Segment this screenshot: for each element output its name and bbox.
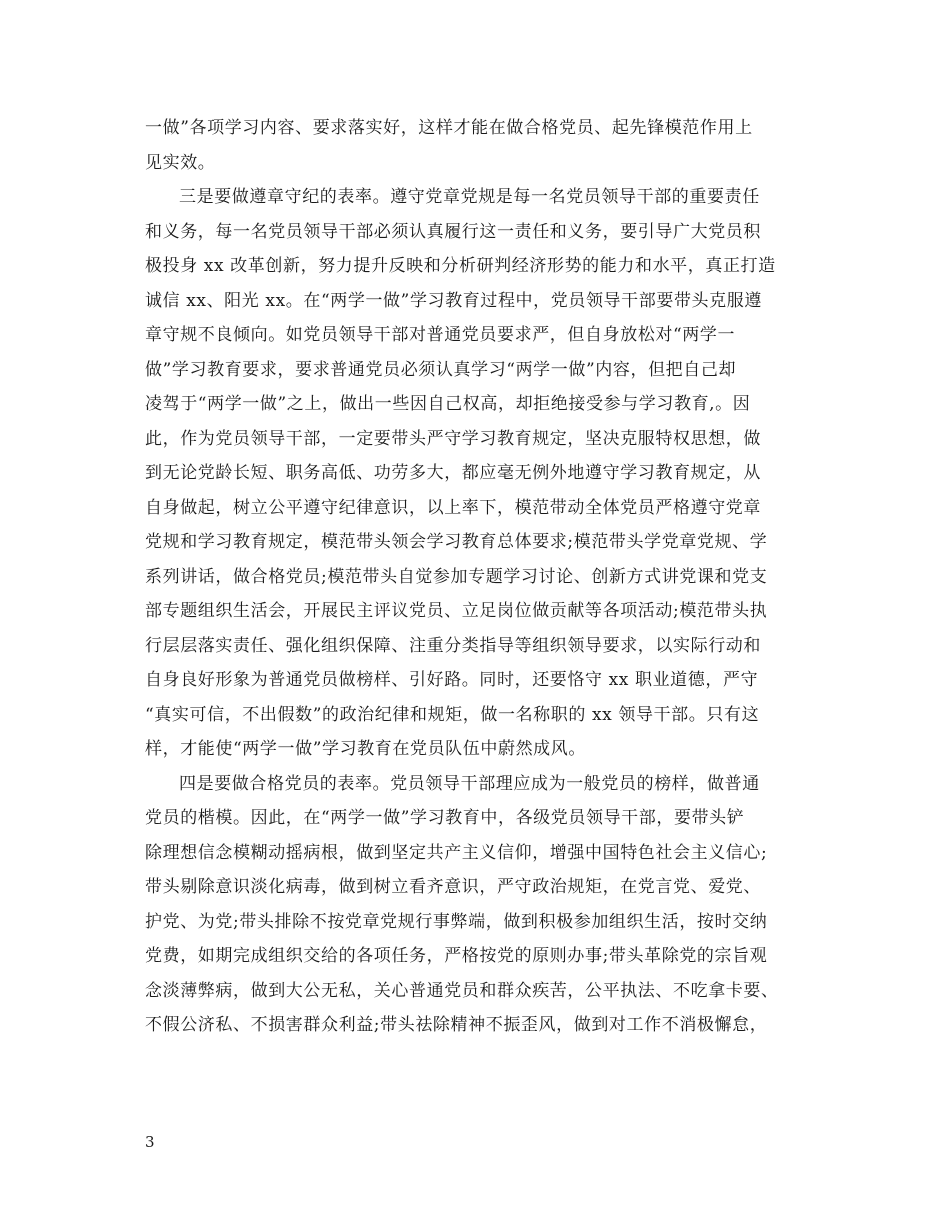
- text-line: 带头剔除意识淡化病毒，做到树立看齐意识，严守政治规矩，在党言党、爱党、: [145, 877, 761, 897]
- text-line: 自身良好形象为普通党员做榜样、引好路。同时，还要恪守 xx 职业道德，严守: [145, 670, 759, 690]
- page-number: 3: [145, 1133, 155, 1151]
- text-line: 做”学习教育要求，要求普通党员必须认真学习“两学一做”内容，但把自己却: [145, 359, 737, 380]
- text-line: 和义务，每一名党员领导干部必须认真履行这一责任和义务，要引导广大党员积: [145, 221, 761, 242]
- text-line: 系列讲话，做合格党员;模范带头自觉参加专题学习讨论、创新方式讲党课和党支: [145, 566, 768, 587]
- text-line: 诚信 xx、阳光 xx。在“两学一做”学习教育过程中，党员领导干部要带头克服遵: [145, 290, 762, 311]
- text-line: 自身做起，树立公平遵守纪律意识，以上率下，模范带动全体党员严格遵守党章: [145, 497, 761, 518]
- text-line: 三是要做遵章守纪的表率。遵守党章党规是每一名党员领导干部的重要责任: [179, 187, 760, 207]
- text-line: 党规和学习教育规定，模范带头领会学习教育总体要求;模范带头学党章党规、学: [145, 532, 768, 552]
- text-line: 党员的楷模。因此，在“两学一做”学习教育中，各级党员领导干部，要带头铲: [145, 808, 745, 828]
- text-line: 四是要做合格党员的表率。党员领导干部理应成为一般党员的榜样，做普通: [179, 773, 760, 794]
- text-line: 除理想信念模糊动摇病根，做到坚定共产主义信仰，增强中国特色社会主义信心;: [145, 842, 768, 863]
- text-line: “真实可信，不出假数”的政治纪律和规矩，做一名称职的 xx 领导干部。只有这: [145, 704, 760, 725]
- text-line: 见实效。: [145, 152, 216, 173]
- text-line: 部专题组织生活会，开展民主评议党员、立足岗位做贡献等各项活动;模范带头执: [145, 601, 768, 621]
- text-line: 不假公济私、不损害群众利益;带头祛除精神不振歪风，做到对工作不消极懈怠，: [145, 1015, 768, 1035]
- text-line: 极投身 xx 改革创新，努力提升反映和分析研判经济形势的能力和水平，真正打造: [145, 256, 776, 276]
- text-line: 到无论党龄长短、职务高低、功劳多大，都应毫无例外地遵守学习教育规定，从: [145, 463, 761, 483]
- text-line: 护党、为党;带头排除不按党章党规行事弊端，做到积极参加组织生活，按时交纳: [145, 911, 768, 932]
- text-line: 此，作为党员领导干部，一定要带头严守学习教育规定，坚决克服特权思想，做: [145, 428, 761, 449]
- text-line: 样，才能使“两学一做”学习教育在党员队伍中蔚然成风。: [145, 739, 586, 759]
- text-line: 凌驾于“两学一做”之上，做出一些因自己权高，却拒绝接受参与学习教育,。因: [145, 394, 751, 414]
- text-line: 党费，如期完成组织交给的各项任务，严格按党的原则办事;带头革除党的宗旨观: [145, 946, 768, 966]
- text-line: 章守规不良倾向。如党员领导干部对普通党员要求严，但自身放松对“两学一: [145, 325, 736, 345]
- text-line: 念淡薄弊病，做到大公无私，关心普通党员和群众疾苦，公平执法、不吃拿卡要、: [145, 980, 779, 1001]
- body-text: [145, 111, 815, 1043]
- text-line: 行层层落实责任、强化组织保障、注重分类指导等组织领导要求，以实际行动和: [145, 635, 761, 656]
- text-line: 一做”各项学习内容、要求落实好，这样才能在做合格党员、起先锋模范作用上: [145, 118, 753, 138]
